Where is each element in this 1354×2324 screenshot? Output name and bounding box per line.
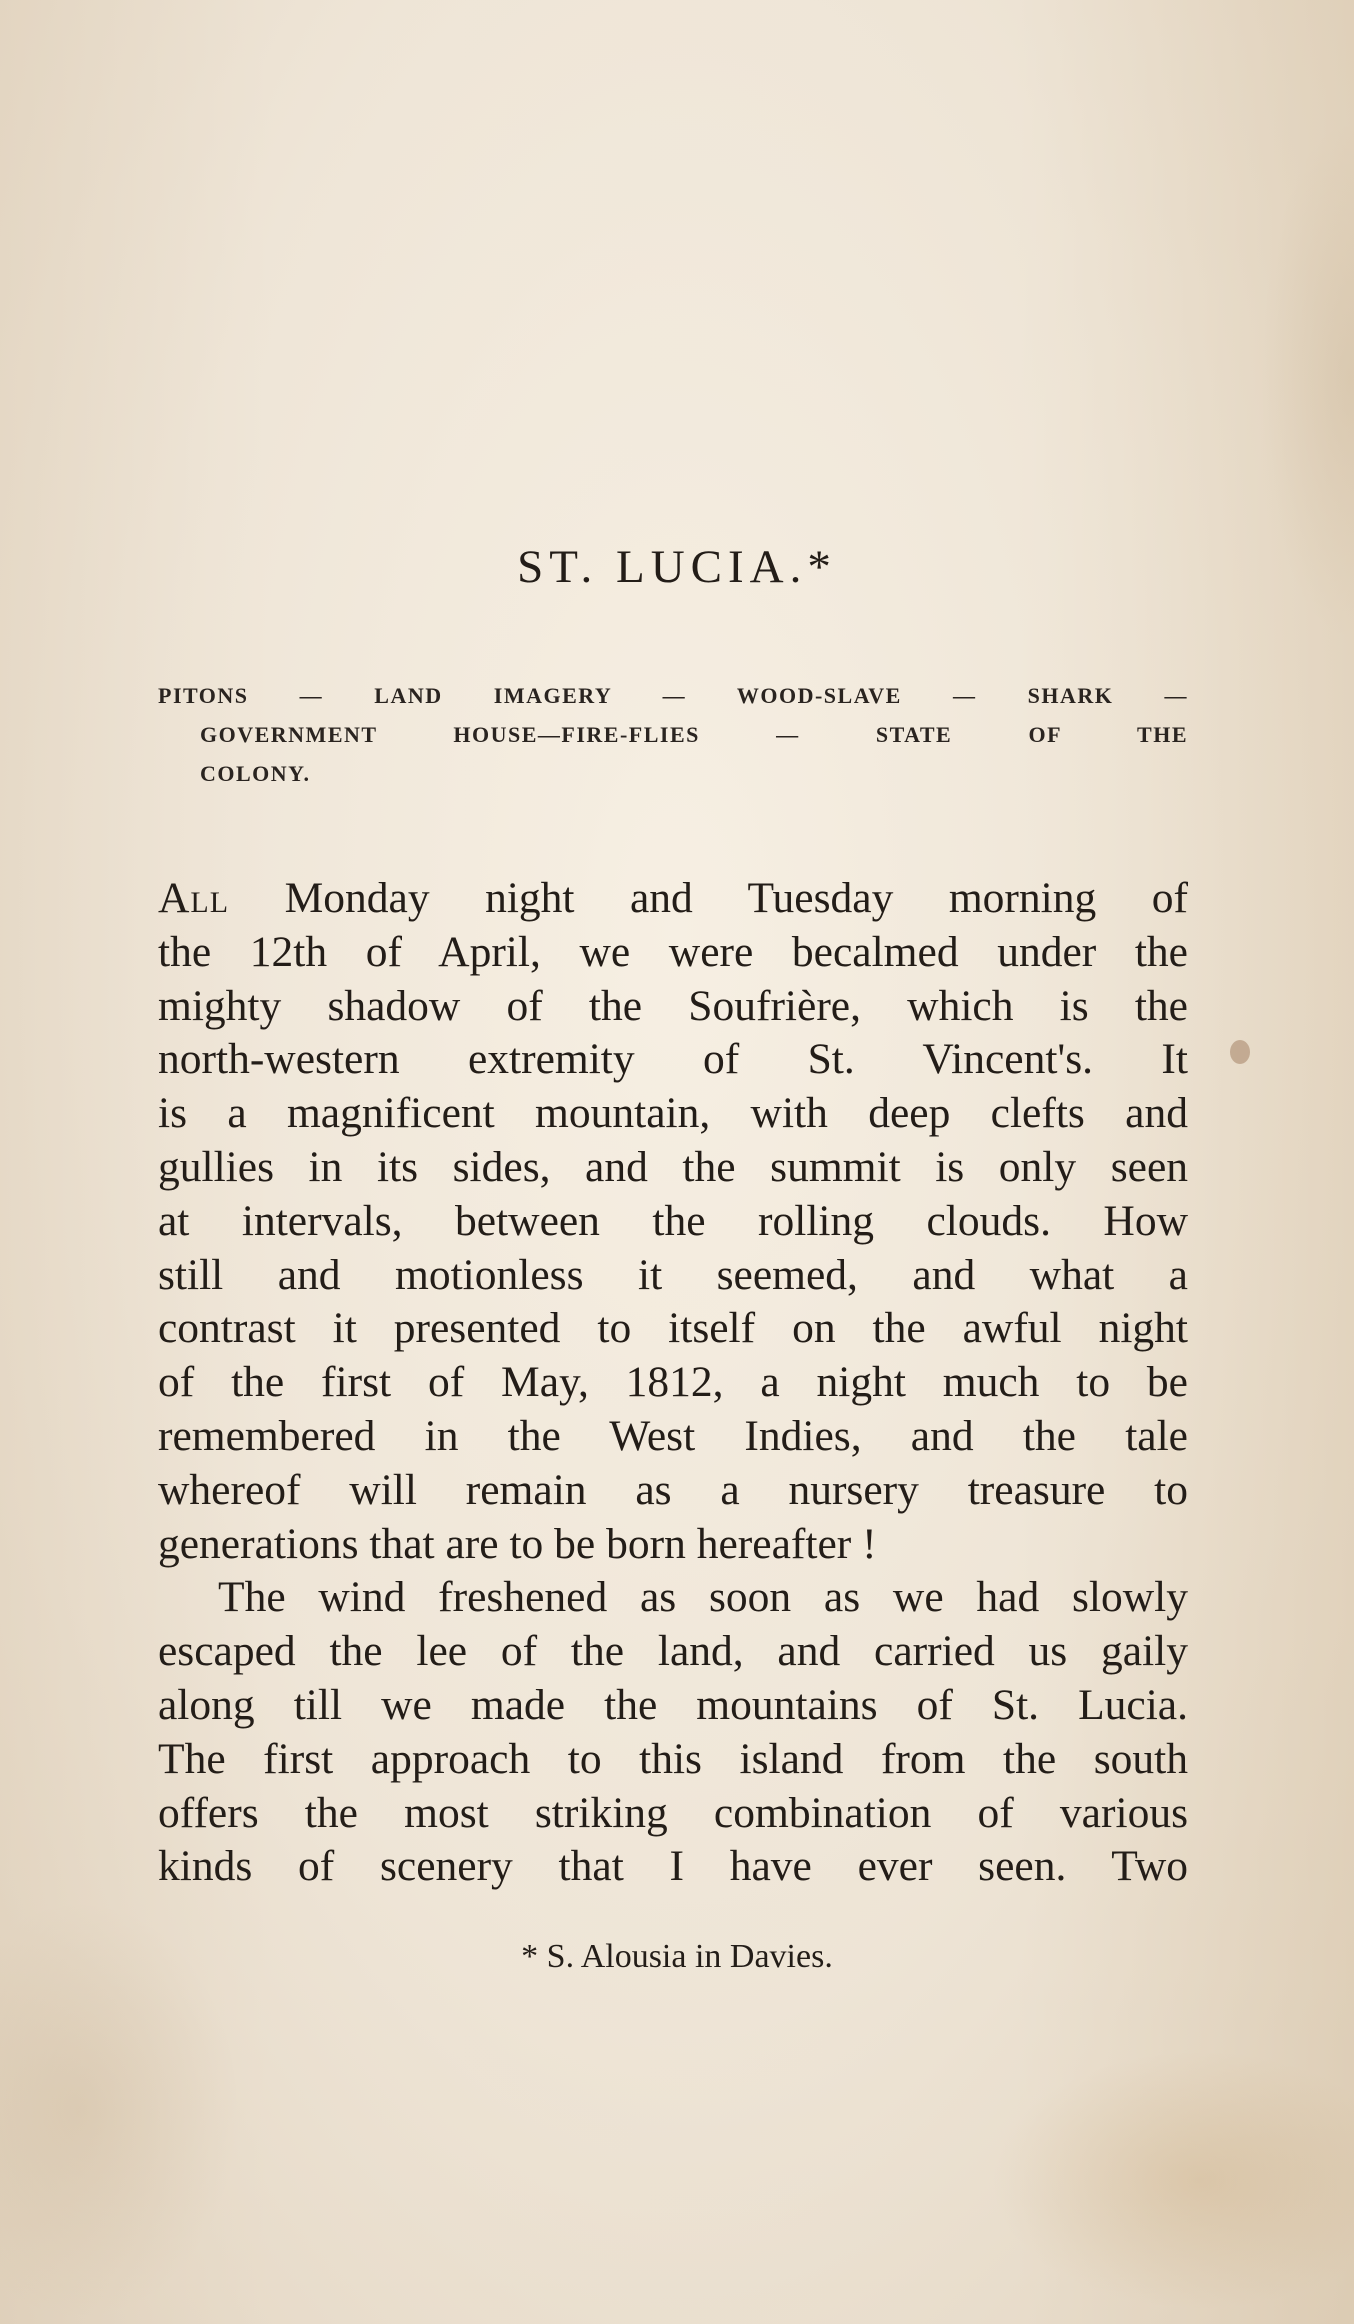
body-line-rest: Monday night and Tuesday morning of bbox=[229, 874, 1188, 922]
opening-word: All bbox=[158, 874, 230, 922]
body-line: north-western extremity of St. Vincent's. It bbox=[158, 1035, 1188, 1084]
body-line: generations that are to be born hereafter ! bbox=[158, 1519, 877, 1568]
paper-stain bbox=[990, 2050, 1354, 2310]
footnote: * S. Alousia in Davies. bbox=[521, 1938, 833, 1975]
body-line: offers the most striking combination of various bbox=[158, 1788, 1188, 1837]
synopsis-line: PITONS — LAND IMAGERY — WOOD-SLAVE — SHARK — bbox=[158, 683, 1188, 708]
body-line: contrast it presented to itself on the awful night bbox=[158, 1304, 1188, 1353]
chapter-synopsis bbox=[158, 676, 1188, 793]
paper-spot bbox=[1230, 1040, 1250, 1064]
body-line: of the first of May, 1812, a night much to be bbox=[158, 1358, 1188, 1407]
body-line: the 12th of April, we were becalmed under the bbox=[158, 927, 1188, 976]
body-line: gullies in its sides, and the summit is only seen bbox=[158, 1142, 1188, 1191]
body-line: The first approach to this island from the south bbox=[158, 1734, 1188, 1783]
synopsis-line: COLONY. bbox=[200, 761, 311, 786]
body-line: is a magnificent mountain, with deep clefts and bbox=[158, 1089, 1188, 1138]
body-line: along till we made the mountains of St. Lucia. bbox=[158, 1680, 1188, 1729]
body-line: escaped the lee of the land, and carried us gaily bbox=[158, 1627, 1188, 1676]
body-line: remembered in the West Indies, and the tale bbox=[158, 1411, 1188, 1460]
show-through-text bbox=[150, 210, 1210, 430]
body-line: kinds of scenery that I have ever seen. Two bbox=[158, 1842, 1188, 1891]
body-line: at intervals, between the rolling clouds. How bbox=[158, 1196, 1188, 1245]
body-text bbox=[158, 872, 1188, 1894]
body-line: The wind freshened as soon as we had slowly bbox=[218, 1573, 1188, 1622]
body-line: still and motionless it seemed, and what a bbox=[158, 1250, 1188, 1299]
body-line bbox=[158, 872, 1188, 926]
chapter-title: ST. LUCIA.* bbox=[517, 541, 837, 593]
body-line: whereof will remain as a nursery treasure to bbox=[158, 1465, 1188, 1514]
synopsis-line: GOVERNMENT HOUSE—FIRE-FLIES — STATE OF THE bbox=[200, 722, 1188, 747]
body-line: mighty shadow of the Soufrière, which is the bbox=[158, 981, 1188, 1030]
